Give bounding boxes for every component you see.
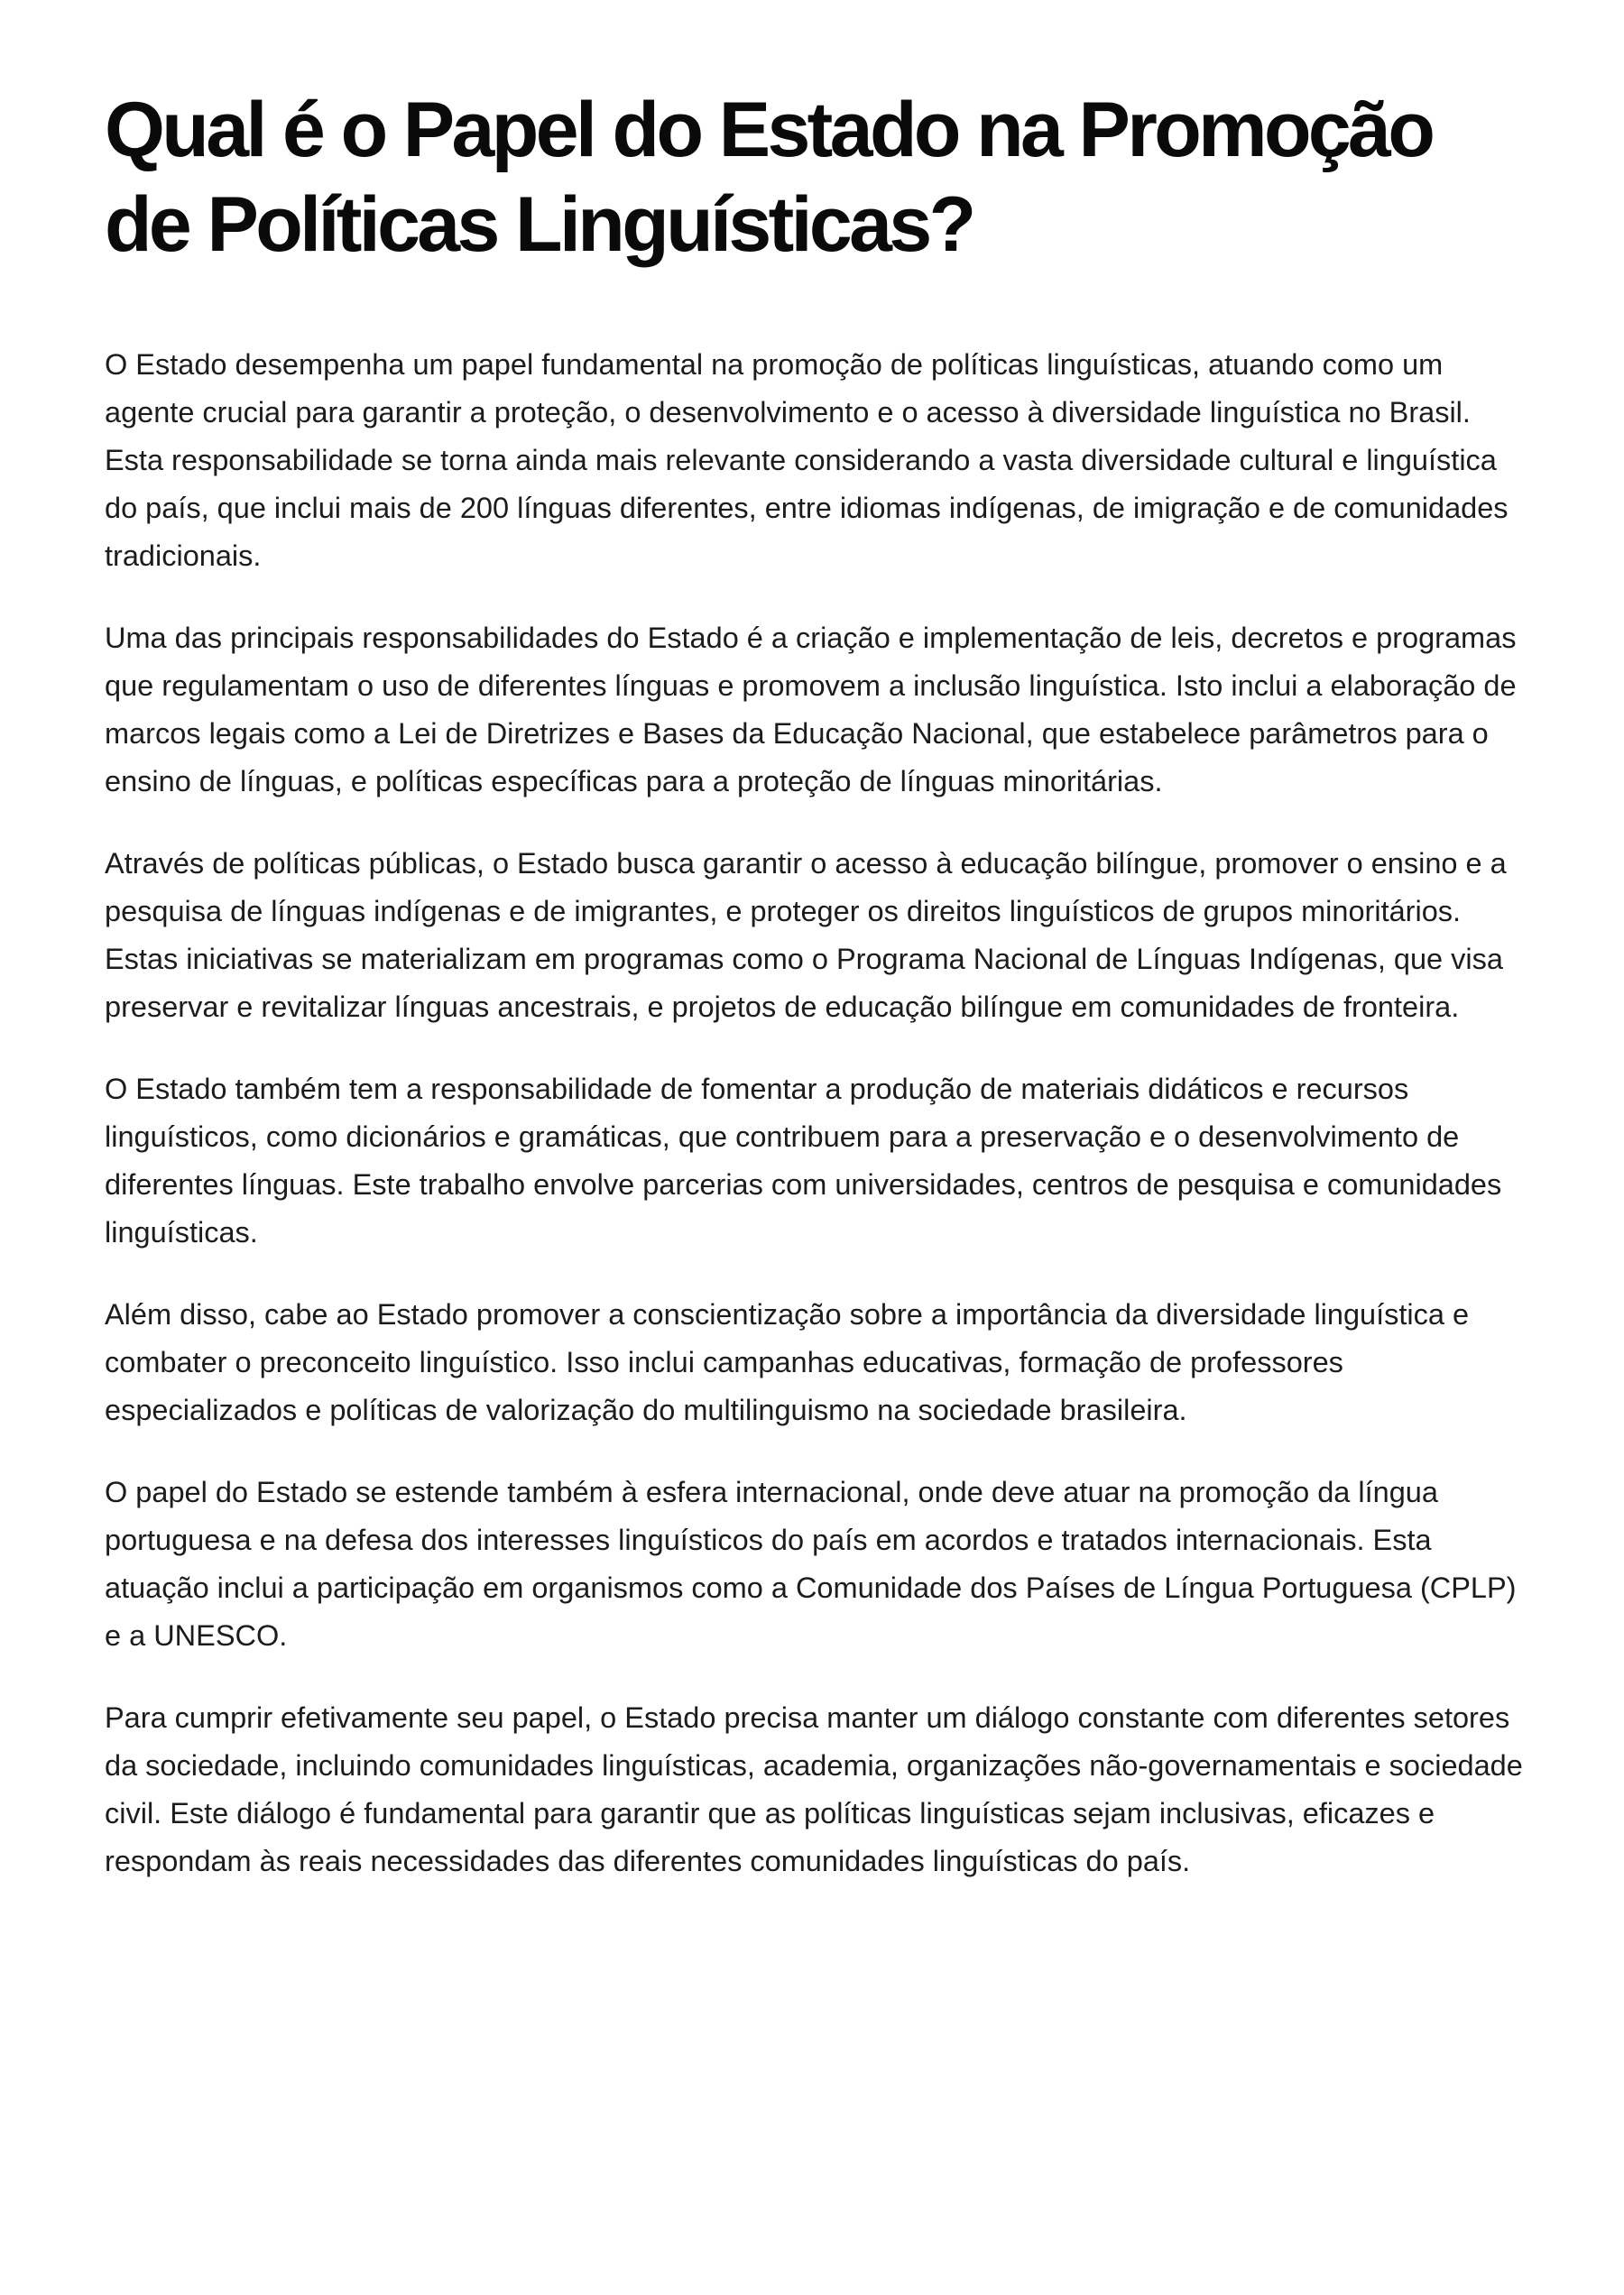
paragraph-intro: O Estado desempenha um papel fundamental na promoção de políticas linguísticas, atuando como um agente crucial para garantir a proteção, o desenvolvimento e o acesso à diversidade linguística no Brasil. Esta responsabilidade se torna ainda mais relevante considerando a vasta diversidade cultural e linguística do país, que inclui mais de 200 línguas diferentes, entre idiomas indígenas, de imigração e de comunidades tradicionais. [105,348,1509,572]
paragraph-dialogue: Para cumprir efetivamente seu papel, o Estado precisa manter um diálogo constante com diferentes setores da sociedade, incluindo comunidades linguísticas, academia, organizações não-governamentais e sociedade civil. Este diálogo é fundamental para garantir que as políticas linguísticas sejam inclusivas, eficazes e respondam às reais necessidades das diferentes comunidades linguísticas do país. [105,1701,1523,1877]
paragraph-international: O papel do Estado se estende também à esfera internacional, onde deve atuar na promoção da língua portuguesa e na defesa dos interesses linguísticos do país em acordos e tratados internacionais. Esta atuação inclui a participação em organismos como a Comunidade dos Países de Língua Portuguesa (CPLP) e a UNESCO. [105,1476,1517,1652]
paragraph-didactic-materials: O Estado também tem a responsabilidade de fomentar a produção de materiais didáticos e recursos linguísticos, como dicionários e gramáticas, que contribuem para a preservação e o desenvolvimento de diferentes línguas. Este trabalho envolve parcerias com universidades, centros de pesquisa e comunidades linguísticas. [105,1073,1502,1249]
document-title: Qual é o Papel do Estado na Promoção de Políticas Linguísticas? [105,87,1433,268]
paragraph-public-policies: Através de políticas públicas, o Estado busca garantir o acesso à educação bilíngue, promover o ensino e a pesquisa de línguas indígenas e de imigrantes, e proteger os direitos linguísticos de grupos minoritários. Estas iniciativas se materializam em programas como o Programa Nacional de Línguas Indígenas, que visa preservar e revitalizar línguas ancestrais, e projetos de educação bilíngue em comunidades de fronteira. [105,847,1507,1023]
paragraph-legislation: Uma das principais responsabilidades do Estado é a criação e implementação de leis, decretos e programas que regulamentam o uso de diferentes línguas e promovem a inclusão linguística. Isto inclui a elaboração de marcos legais como a Lei de Diretrizes e Bases da Educação Nacional, que estabelece parâmetros para o ensino de línguas, e políticas específicas para a proteção de línguas minoritárias. [105,622,1517,797]
paragraph-awareness: Além disso, cabe ao Estado promover a conscientização sobre a importância da diversidade linguística e combater o preconceito linguístico. Isso inclui campanhas educativas, formação de professores especializados e políticas de valorização do multilinguismo na sociedade brasileira. [105,1298,1470,1426]
document-page [105,83,1530,1920]
